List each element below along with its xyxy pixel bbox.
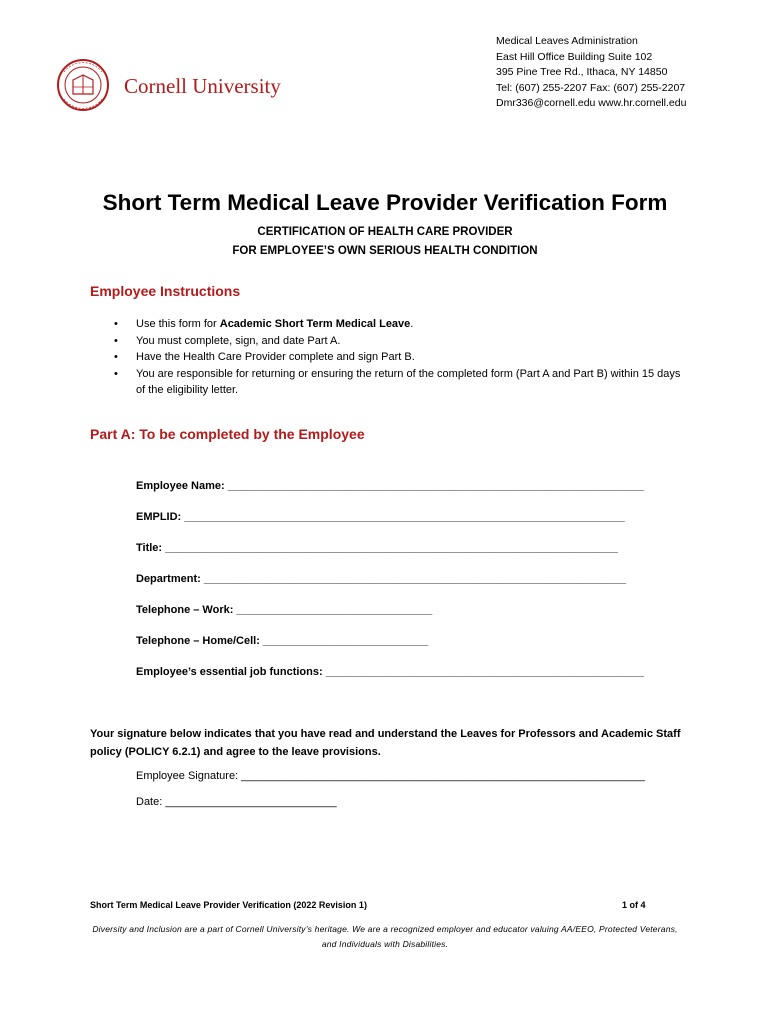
office-address-block — [496, 34, 686, 112]
emplid-field[interactable]: EMPLID: ________________________________________________________________________ — [136, 511, 625, 523]
instruction-text: Use this form for — [136, 318, 220, 330]
address-line: Tel: (607) 255-2207 Fax: (607) 255-2207 — [496, 81, 686, 94]
diversity-disclaimer: Diversity and Inclusion are a part of Cornell University’s heritage. We are a recognized employer and educator valuing AA/EEO, Protected Veterans, and Individuals with Disabilities. — [92, 924, 678, 949]
essential-job-functions-field[interactable]: Employee’s essential job functions: ____________________________________________________ — [136, 666, 644, 678]
instructions-list — [114, 316, 684, 399]
date-field[interactable]: Date: ____________________________ — [136, 796, 337, 808]
university-name: Cornell University — [124, 74, 281, 98]
signature-statement: Your signature below indicates that you have read and understand the Leaves for Professors and Academic Staff policy (POLICY 6.2.1) and agree to the leave provisions. — [90, 728, 681, 758]
form-subtitle-1: CERTIFICATION OF HEALTH CARE PROVIDER — [257, 226, 513, 238]
instruction-item: • You must complete, sign, and date Part A. — [114, 333, 684, 350]
instruction-item: • You are responsible for returning or ensuring the return of the completed form (Part A and Part B) within 15 days of the eligibility letter. — [114, 366, 684, 399]
address-line: 395 Pine Tree Rd., Ithaca, NY 14850 — [496, 66, 668, 79]
employee-name-field[interactable]: Employee Name: ____________________________________________________________________ — [136, 480, 644, 492]
address-line: East Hill Office Building Suite 102 — [496, 50, 653, 63]
telephone-home-cell-field[interactable]: Telephone – Home/Cell: ___________________________ — [136, 635, 429, 647]
leave-type-text: Academic Short Term Medical Leave — [219, 318, 411, 330]
part-a-heading: Part A: To be completed by the Employee — [90, 426, 365, 442]
title-field[interactable]: Title: __________________________________________________________________________ — [136, 542, 618, 554]
employee-signature-field[interactable]: Employee Signature: __________________________________________________________________ — [136, 770, 645, 782]
page-number: 1 of 4 — [622, 900, 646, 910]
footer-form-name: Short Term Medical Leave Provider Verification (2022 Revision 1) — [90, 900, 367, 910]
address-line: Medical Leaves Administration — [496, 35, 638, 47]
instruction-item: • Have the Health Care Provider complete and sign Part B. — [114, 349, 684, 366]
instruction-text: . — [410, 318, 414, 330]
instruction-item — [114, 316, 684, 333]
address-line: Dmr336@cornell.edu www.hr.cornell.edu — [496, 97, 687, 110]
telephone-work-field[interactable]: Telephone – Work: ________________________________ — [136, 604, 433, 616]
department-field[interactable]: Department: _____________________________________________________________________ — [136, 573, 626, 585]
cornell-seal-logo — [56, 58, 114, 112]
instructions-heading: Employee Instructions — [90, 283, 241, 299]
form-title: Short Term Medical Leave Provider Verification Form — [102, 190, 668, 215]
form-subtitle-2: FOR EMPLOYEE’S OWN SERIOUS HEALTH CONDITION — [232, 245, 538, 257]
